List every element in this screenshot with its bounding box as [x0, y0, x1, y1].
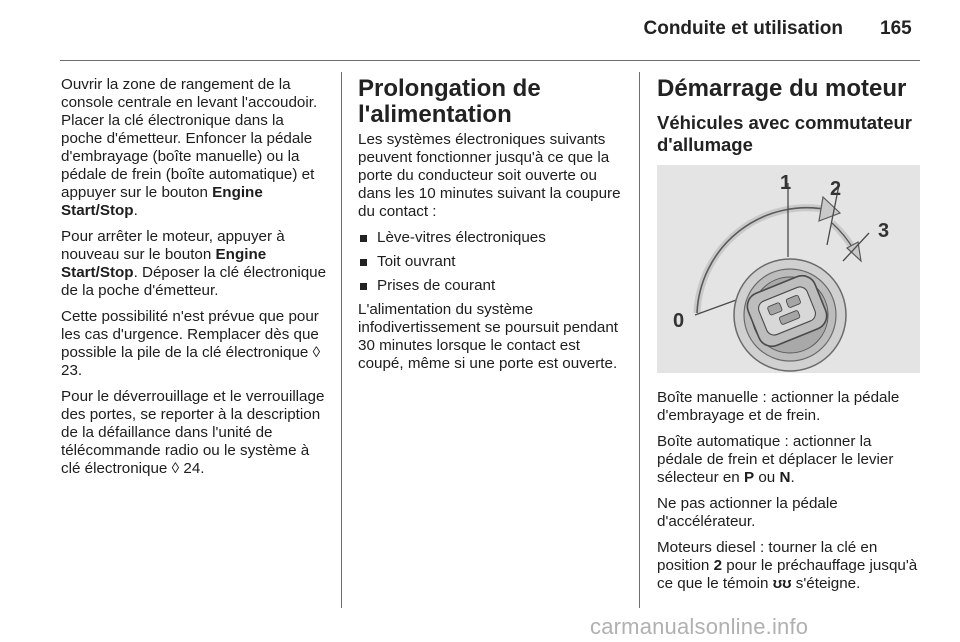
- paragraph-manual: Boîte manuelle : actionner la pédale d'embrayage et de frein.: [657, 389, 900, 424]
- paragraph-accelerator: Ne pas actionner la pédale d'accélérateur.: [657, 495, 838, 530]
- column-2: [358, 76, 624, 381]
- ignition-diagram: [657, 165, 920, 373]
- paragraph-diesel: Moteurs diesel : tourner la clé en position 2 pour le préchauffage jusqu'à ce que le témoin ʊʊ s'éteigne.: [657, 539, 918, 592]
- engine-start-stop-label: Engine Start/Stop: [61, 246, 267, 281]
- list-item: Lève-vitres électroniques: [358, 229, 624, 247]
- section-heading: Démarrage du moteur: [657, 75, 907, 102]
- position-label-2: 2: [830, 178, 842, 200]
- gear-n-label: N: [779, 469, 791, 486]
- page-ref-link[interactable]: 24: [183, 460, 201, 477]
- section-heading: Prolongation de l'alimentation: [358, 75, 541, 128]
- header-rule: [60, 60, 920, 61]
- position-label-3: 3: [878, 220, 890, 242]
- column-1: [61, 76, 329, 486]
- page-ref-arrow-icon: ◊: [312, 344, 321, 361]
- engine-start-stop-label: Engine Start/Stop: [61, 184, 263, 219]
- watermark: carmanualsonline.info: [590, 614, 809, 639]
- ignition-switch-figure: [657, 165, 920, 373]
- glow-plug-icon: ʊʊ: [772, 575, 792, 592]
- page-number: 165: [880, 18, 912, 39]
- sub-heading: Véhicules avec commutateur d'allumage: [657, 112, 912, 155]
- bullet-icon: [360, 259, 367, 266]
- paragraph-infotainment: L'alimentation du système infodivertissement se poursuit pendant 30 minutes lorsque le contact est coupé, même si une porte est ouverte.: [358, 301, 619, 372]
- position-2-label: 2: [713, 557, 723, 574]
- gear-p-label: P: [743, 469, 755, 486]
- page-ref-link[interactable]: 23: [61, 362, 78, 379]
- paragraph-automatic: Boîte automatique : actionner la pédale de frein et déplacer le levier sélecteur en P ou N.: [657, 433, 894, 486]
- bullet-icon: [360, 235, 367, 242]
- list-item: Toit ouvrant: [358, 253, 624, 271]
- list-item: Prises de courant: [358, 277, 624, 295]
- bullet-icon: [360, 283, 367, 290]
- column-divider-1: [341, 72, 342, 608]
- column-3: [657, 76, 921, 601]
- column-divider-2: [639, 72, 640, 608]
- paragraph-emergency: Cette possibilité n'est prévue que pour les cas d'urgence. Remplacer dès que possible la pile de la clé électronique ◊ 23.: [61, 308, 321, 379]
- header-title: Conduite et utilisation: [643, 18, 843, 39]
- page-ref-arrow-icon: ◊: [171, 460, 180, 477]
- position-label-1: 1: [780, 172, 792, 194]
- position-label-0: 0: [673, 310, 685, 332]
- paragraph-intro: Les systèmes électroniques suivants peuvent fonctionner jusqu'à ce que la porte du conducteur soit ouverte ou dans les 10 minutes suivant la coupure du contact :: [358, 131, 621, 220]
- paragraph-stop-engine: Pour arrêter le moteur, appuyer à nouveau sur le bouton Engine Start/Stop. Déposer la clé électronique de la poche d'émetteur.: [61, 228, 327, 299]
- paragraph-start-engine: Ouvrir la zone de rangement de la console centrale en levant l'accoudoir. Placer la clé électronique dans la poche d'émetteur. Enfoncer la pédale d'embrayage (boîte manuelle) ou la pédale de frein (boîte automatique) et appuyer sur le bouton Engine Start/Stop.: [61, 76, 318, 219]
- paragraph-unlocking: Pour le déverrouillage et le verrouillage des portes, se reporter à la description de la défaillance dans l'unité de télécommande radio ou le système à clé électronique ◊ 24.: [61, 388, 325, 477]
